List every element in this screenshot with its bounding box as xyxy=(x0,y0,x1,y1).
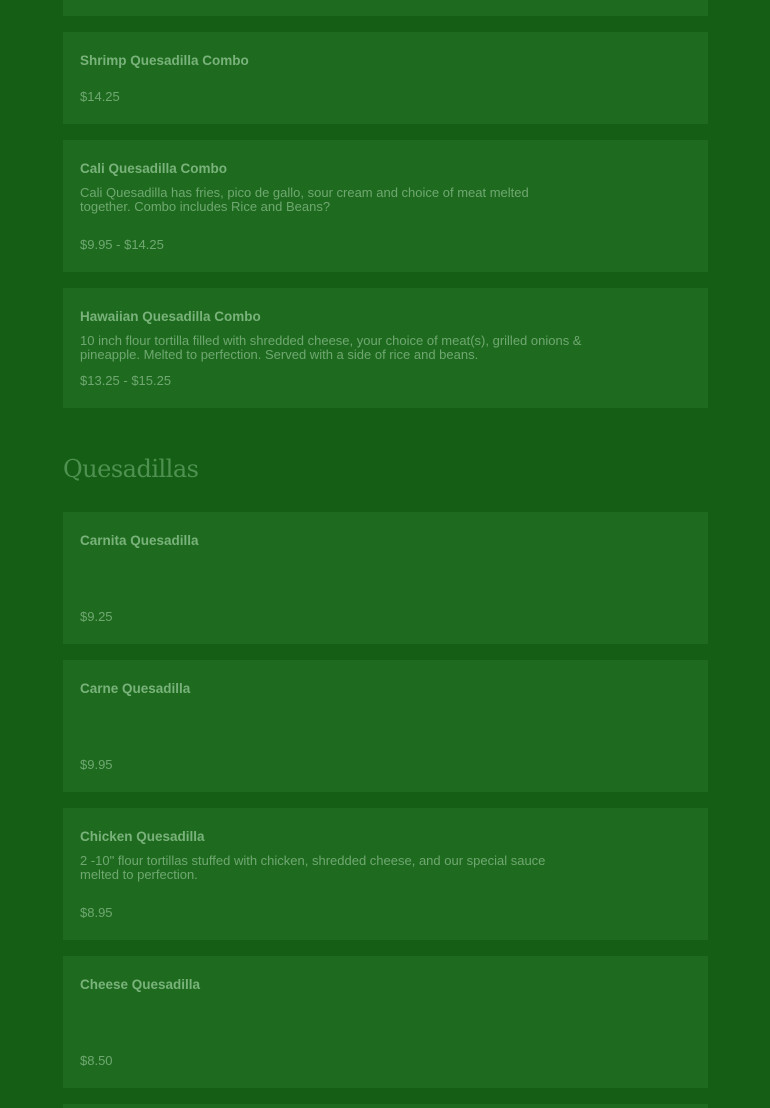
menu-item-price: $8.50 xyxy=(80,1053,113,1068)
menu-item-description: Cali Quesadilla has fries, pico de gallo, sour cream and choice of meat melted together. Combo includes Rice and Beans? xyxy=(80,185,529,214)
menu-item-name: Carne Quesadilla xyxy=(80,681,191,696)
menu-item-price: $9.95 xyxy=(80,757,113,772)
menu-item-card[interactable] xyxy=(63,808,708,940)
menu-item-card[interactable] xyxy=(63,140,708,272)
menu-item-price: $14.25 xyxy=(80,89,120,104)
menu-item-card-partial[interactable] xyxy=(63,1104,708,1108)
menu-item-price: $13.25 - $15.25 xyxy=(80,373,172,388)
menu-item-price: $8.95 xyxy=(80,905,113,920)
menu-item-name: Carnita Quesadilla xyxy=(80,533,199,548)
menu-item-card[interactable] xyxy=(63,512,708,644)
menu-item-card[interactable] xyxy=(63,660,708,792)
menu-item-name: Chicken Quesadilla xyxy=(80,829,205,844)
menu-item-card[interactable] xyxy=(63,956,708,1088)
menu-item-price: $9.25 xyxy=(80,609,113,624)
menu-item-description: 10 inch flour tortilla filled with shredded cheese, your choice of meat(s), grilled onions & pineapple. Melted to perfection. Served with a side of rice and beans. xyxy=(80,333,582,362)
menu-item-description: 2 -10" flour tortillas stuffed with chicken, shredded cheese, and our special sauce melted to perfection. xyxy=(80,853,546,882)
menu-item-name: Hawaiian Quesadilla Combo xyxy=(80,309,261,324)
menu-item-name: Shrimp Quesadilla Combo xyxy=(80,53,249,68)
menu-item-price: $9.95 - $14.25 xyxy=(80,237,164,252)
menu-item-card[interactable] xyxy=(63,32,708,124)
menu-item-card-partial[interactable] xyxy=(63,0,708,16)
section-title-quesadillas: Quesadillas xyxy=(63,455,199,483)
menu-item-card[interactable] xyxy=(63,288,708,408)
menu-item-name: Cali Quesadilla Combo xyxy=(80,161,228,176)
menu-item-name: Cheese Quesadilla xyxy=(80,977,201,992)
